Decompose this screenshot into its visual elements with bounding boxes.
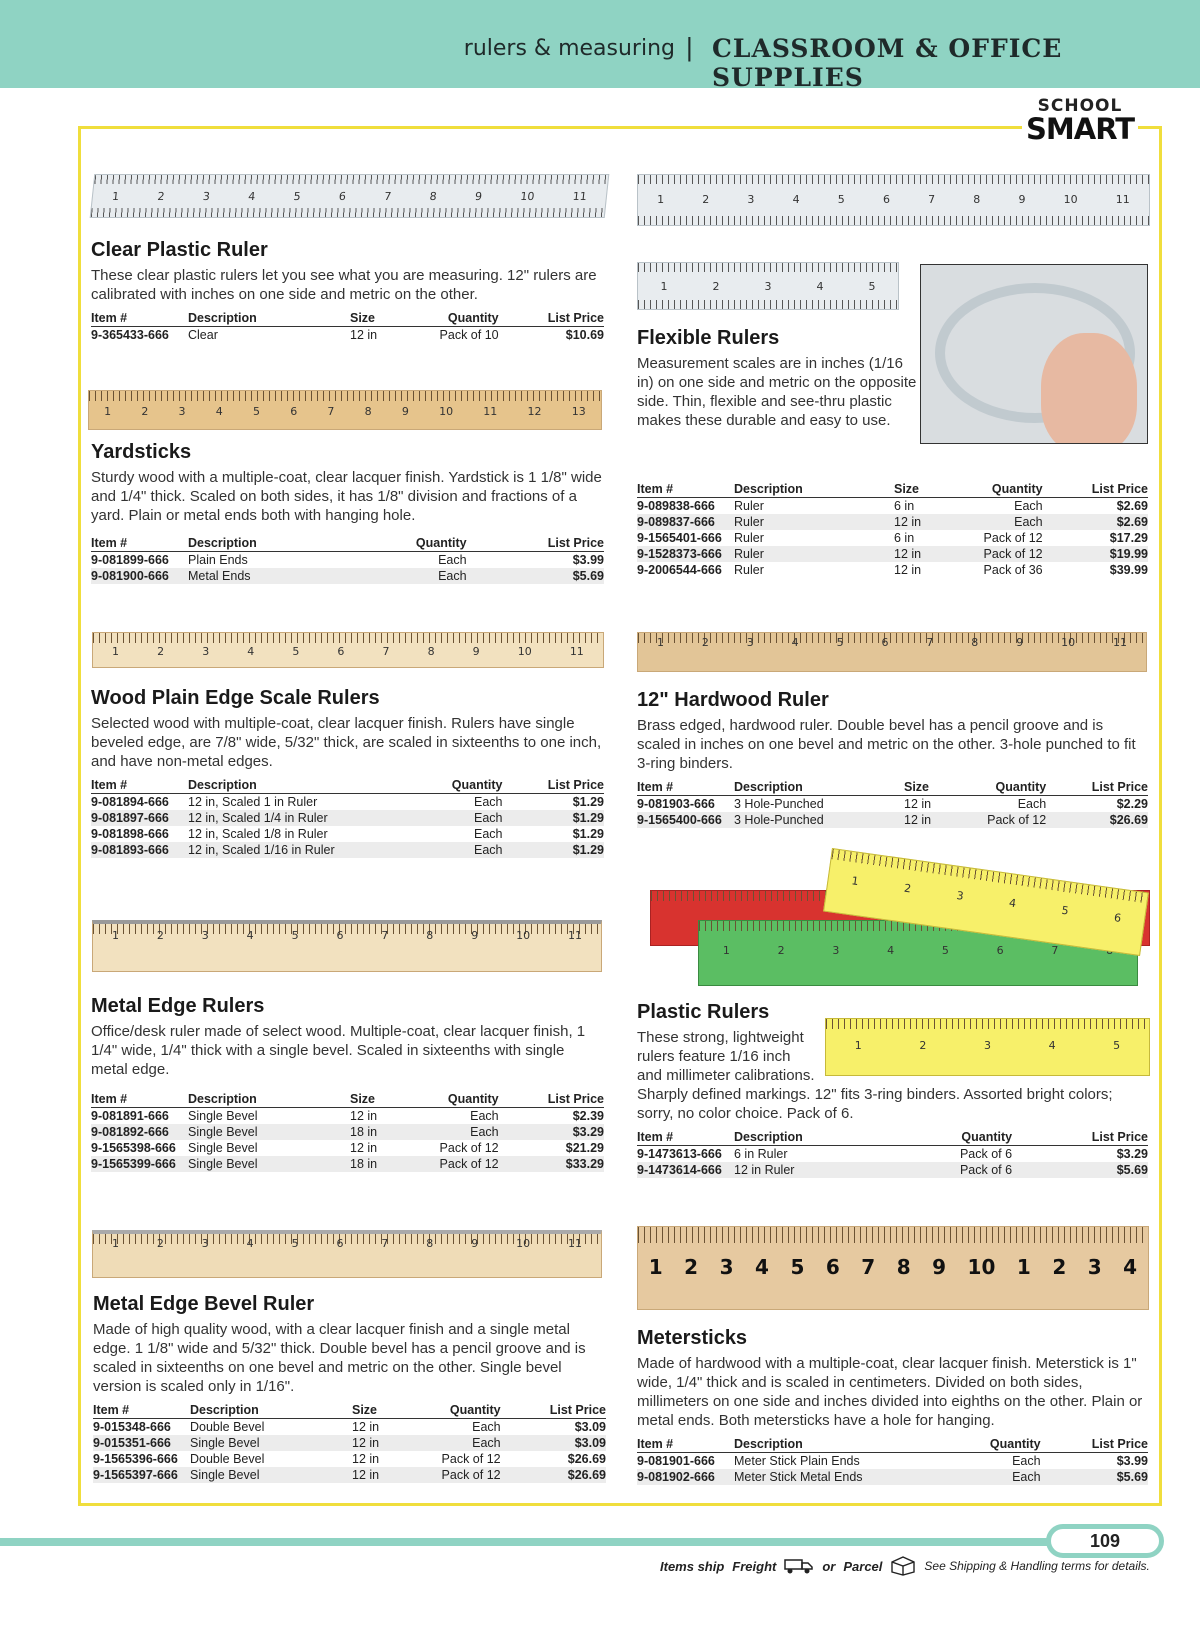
- table-row: [93, 1467, 606, 1483]
- item-price: $2.29: [1116, 797, 1148, 811]
- page-number: 109: [1046, 1524, 1164, 1558]
- hand-image: [1041, 333, 1137, 444]
- metal-bevel-ruler-image: 1 2 3 4 5 6 7 8 9 10 11: [92, 1230, 602, 1278]
- product-description: Measurement scales are in inches (1/16 in) on one side and metric on the opposite side. Thin, flexible and see-thru plastic makes these durable and easy to use.: [637, 355, 917, 429]
- shipping-note: [660, 1556, 1150, 1576]
- wood-plain-ruler-image: 1 2 3 4 5 6 7 8 9 10 11: [92, 632, 604, 668]
- item-price: $2.39: [572, 1109, 604, 1123]
- yellow-6in-ruler-image: 1 2 3 4 5: [825, 1018, 1150, 1076]
- table-row: [91, 1108, 604, 1125]
- col-quantity: Quantity: [394, 1091, 513, 1108]
- metal-bevel-section: [93, 1292, 606, 1483]
- item-price: $3.29: [1116, 1147, 1148, 1161]
- item-price: $3.09: [515, 1435, 606, 1451]
- col-description: Description: [188, 777, 416, 794]
- item-size: 6 in: [894, 499, 915, 513]
- product-title: Flexible Rulers: [637, 327, 780, 349]
- item-description: Double Bevel: [190, 1420, 265, 1434]
- item-price: $2.69: [1057, 514, 1148, 530]
- product-title: Clear Plastic Ruler: [91, 239, 268, 261]
- item-quantity: Pack of 12: [439, 1141, 499, 1155]
- col-item: Item #: [91, 1091, 188, 1108]
- item-description: Clear: [188, 328, 218, 342]
- shipping-terms-note: See Shipping & Handling terms for details.: [924, 1559, 1150, 1573]
- item-description: 12 in, Scaled 1/16 in Ruler: [188, 842, 416, 858]
- item-description: Ruler: [734, 563, 764, 577]
- item-size: 12 in: [904, 812, 946, 828]
- table-row: [91, 794, 604, 811]
- table-row: [91, 810, 604, 826]
- table-row: [91, 826, 604, 842]
- col-price: List Price: [515, 1402, 606, 1419]
- product-title: 12" Hardwood Ruler: [637, 689, 829, 711]
- item-description: Meter Stick Plain Ends: [734, 1454, 860, 1468]
- item-price: $5.69: [1026, 1162, 1148, 1178]
- table-row: [637, 1162, 1148, 1178]
- product-title: Wood Plain Edge Scale Rulers: [91, 687, 380, 709]
- item-price: $26.69: [1060, 812, 1148, 828]
- product-description: Selected wood with multiple-coat, clear lacquer finish. Rulers have single beveled edge, are 7/8" wide, 5/32" thick, are scaled in sixteenths to one inch, and have non-metal edges.: [91, 715, 602, 770]
- item-description: Single Bevel: [188, 1141, 258, 1155]
- col-price: List Price: [1026, 1129, 1148, 1146]
- item-size: 12 in: [894, 514, 938, 530]
- clear-plastic-section: [91, 238, 604, 343]
- item-price: $26.69: [515, 1467, 606, 1483]
- item-price: $3.09: [574, 1420, 606, 1434]
- item-quantity: Each: [472, 1420, 501, 1434]
- item-description: Ruler: [734, 499, 764, 513]
- metal-edge-section: [91, 994, 604, 1172]
- table-row: [637, 1146, 1148, 1163]
- table-row: [637, 498, 1148, 515]
- item-description: Plain Ends: [188, 553, 248, 567]
- item-quantity: Each: [470, 1109, 499, 1123]
- table-row: [91, 568, 604, 584]
- item-number: 9-1528373-666: [637, 546, 734, 562]
- col-description: Description: [734, 481, 894, 498]
- col-item: Item #: [91, 535, 188, 552]
- item-description: Single Bevel: [190, 1467, 352, 1483]
- item-price: $26.69: [567, 1452, 606, 1466]
- item-size: 12 in: [350, 328, 378, 342]
- item-quantity: Pack of 10: [439, 328, 499, 342]
- col-item: Item #: [637, 1436, 734, 1453]
- flexible-table: [637, 475, 1148, 578]
- item-quantity: Each: [947, 1469, 1054, 1485]
- col-description: Description: [734, 779, 904, 796]
- item-size: 12 in: [904, 797, 932, 811]
- item-price: $19.99: [1057, 546, 1148, 562]
- table-row: [637, 514, 1148, 530]
- product-description: These clear plastic rulers let you see what you are measuring. 12" rulers are calibrated with inches on one side and metric on the other.: [91, 267, 597, 303]
- item-price: $21.29: [565, 1141, 604, 1155]
- item-quantity: Each: [394, 1124, 513, 1140]
- product-title: Yardsticks: [91, 441, 192, 463]
- item-quantity: Pack of 12: [946, 812, 1060, 828]
- item-size: 12 in: [352, 1420, 380, 1434]
- flexible-section: [637, 326, 917, 430]
- item-quantity: Pack of 6: [959, 1147, 1013, 1161]
- item-number: 9-081894-666: [91, 795, 169, 809]
- col-description: Description: [188, 310, 350, 327]
- table-row: [91, 327, 604, 344]
- item-number: 9-1565396-666: [93, 1452, 178, 1466]
- item-description: Metal Ends: [188, 568, 339, 584]
- product-table: [91, 1091, 604, 1172]
- items-ship-label: Items ship: [660, 1558, 725, 1574]
- item-price: $39.99: [1109, 563, 1148, 577]
- item-description: 3 Hole-Punched: [734, 797, 824, 811]
- col-price: List Price: [513, 310, 604, 327]
- truck-icon: [784, 1557, 814, 1575]
- hardwood-section: [637, 688, 1148, 828]
- product-table: [637, 1129, 1148, 1178]
- col-description: Description: [188, 535, 339, 552]
- table-row: [93, 1435, 606, 1451]
- page-header: [0, 0, 1200, 92]
- item-description: 12 in, Scaled 1/4 in Ruler: [188, 810, 416, 826]
- product-title: Metersticks: [637, 1327, 748, 1349]
- item-price: $1.29: [517, 842, 605, 858]
- item-size: 12 in: [894, 546, 938, 562]
- col-price: List Price: [1060, 779, 1148, 796]
- item-quantity: Each: [416, 810, 517, 826]
- yellow-plastic-ruler-image: 1 2 3 4 5 6: [823, 848, 1149, 956]
- item-quantity: Pack of 12: [394, 1156, 513, 1172]
- item-number: 9-015348-666: [93, 1420, 171, 1434]
- product-table: [637, 481, 1148, 578]
- item-description: Ruler: [734, 546, 894, 562]
- meterstick-image: 1 2 3 4 5 6 7 8 9 10 1 2 3 4: [637, 1226, 1149, 1310]
- item-price: $10.69: [565, 328, 604, 342]
- product-description: Brass edged, hardwood ruler. Double bevel has a pencil groove and is scaled in inches on one bevel and metric on the other. 3-hole punched to fit 3-ring binders.: [637, 717, 1136, 772]
- product-description: Office/desk ruler made of select wood. Multiple-coat, clear lacquer finish, 1 1/4" wide, 1/4" thick with a single bevel. Scaled in sixteenths with single metal edge.: [91, 1023, 586, 1078]
- product-title: Plastic Rulers: [637, 1001, 770, 1023]
- product-description-extended: Sharply defined markings. 12" fits 3-ring binders. Assorted bright colors; sorry, no color choice. Pack of 6.: [637, 1086, 1113, 1122]
- col-quantity: Quantity: [938, 481, 1057, 498]
- item-description: Ruler: [734, 531, 764, 545]
- col-quantity: Quantity: [883, 1129, 1026, 1146]
- col-description: Description: [190, 1402, 352, 1419]
- item-quantity: Each: [438, 553, 467, 567]
- col-item: Item #: [637, 481, 734, 498]
- item-price: $33.29: [513, 1156, 604, 1172]
- item-price: $5.69: [481, 568, 604, 584]
- item-number: 9-081897-666: [91, 810, 188, 826]
- table-row: [91, 1124, 604, 1140]
- col-price: List Price: [513, 1091, 604, 1108]
- flexible-ruler-photo: [920, 264, 1148, 444]
- col-price: List Price: [481, 535, 604, 552]
- item-size: 18 in: [350, 1156, 394, 1172]
- yardstick-image: 1 2 3 4 5 6 7 8 9 10 11 12 13: [88, 390, 602, 430]
- logo-line-1: SCHOOL: [1037, 96, 1123, 116]
- item-quantity: Pack of 12: [983, 531, 1043, 545]
- category-title: CLASSROOM & OFFICE SUPPLIES: [712, 34, 1063, 92]
- item-number: 9-081903-666: [637, 797, 715, 811]
- table-row: [637, 530, 1148, 546]
- item-description: Single Bevel: [188, 1124, 350, 1140]
- item-description: Single Bevel: [190, 1435, 352, 1451]
- parcel-box-icon: [890, 1556, 916, 1576]
- item-quantity: Each: [396, 1435, 515, 1451]
- table-row: [91, 1140, 604, 1156]
- item-description: Ruler: [734, 514, 894, 530]
- hardwood-ruler-image: 1 2 3 4 5 6 7 8 9 10 11: [637, 632, 1147, 672]
- item-number: 9-1565397-666: [93, 1467, 190, 1483]
- wood-plain-section: [91, 686, 604, 858]
- item-number: 9-365433-666: [91, 328, 169, 342]
- table-row: [637, 812, 1148, 828]
- freight-label: Freight: [732, 1558, 777, 1574]
- table-row: [93, 1451, 606, 1467]
- item-number: 9-081901-666: [637, 1454, 715, 1468]
- item-quantity: Each: [1017, 797, 1047, 811]
- item-number: 9-1565398-666: [91, 1141, 176, 1155]
- item-number: 9-1565399-666: [91, 1156, 188, 1172]
- metal-edge-ruler-image: 1 2 3 4 5 6 7 8 9 10 11: [92, 920, 602, 972]
- col-quantity: Quantity: [396, 1402, 515, 1419]
- col-item: Item #: [91, 777, 188, 794]
- col-size: Size: [894, 481, 938, 498]
- item-description: 12 in, Scaled 1/8 in Ruler: [188, 827, 328, 841]
- item-size: 12 in: [894, 563, 922, 577]
- item-description: Double Bevel: [190, 1452, 265, 1466]
- product-description: Made of hardwood with a multiple-coat, clear lacquer finish. Meterstick is 1" wide, 1/4" thick and is scaled in centimeters. Divided on both sides, millimeters on one side and inches divided into eighths on the other. Plain or metal ends. Both metersticks have a hole for hanging.: [637, 1355, 1143, 1429]
- table-row: [91, 1156, 604, 1172]
- item-size: 12 in: [352, 1452, 380, 1466]
- parcel-label: Parcel: [843, 1558, 883, 1574]
- item-number: 9-081892-666: [91, 1124, 188, 1140]
- item-price: $3.29: [513, 1124, 604, 1140]
- item-number: 9-2006544-666: [637, 563, 722, 577]
- item-quantity: Pack of 12: [441, 1452, 501, 1466]
- item-size: 12 in: [352, 1467, 396, 1483]
- table-row: [637, 546, 1148, 562]
- item-quantity: Each: [474, 827, 503, 841]
- item-number: 9-089837-666: [637, 514, 734, 530]
- item-size: 12 in: [352, 1435, 396, 1451]
- item-size: 12 in: [350, 1109, 378, 1123]
- item-description: Meter Stick Metal Ends: [734, 1469, 947, 1485]
- col-price: List Price: [517, 777, 605, 794]
- item-number: 9-081900-666: [91, 568, 188, 584]
- plastic-details: [637, 1085, 1148, 1178]
- table-row: [637, 1453, 1148, 1470]
- product-table: [637, 779, 1148, 828]
- item-number: 9-015351-666: [93, 1435, 190, 1451]
- brand-logo: [1022, 98, 1138, 150]
- clear-ruler-image: 1 2 3 4 5 6 7 8 9 10 11: [90, 174, 610, 218]
- col-item: Item #: [93, 1402, 190, 1419]
- product-table: [91, 310, 604, 343]
- col-size: Size: [350, 1091, 394, 1108]
- item-price: $5.69: [1055, 1469, 1148, 1485]
- item-quantity: Each: [1014, 499, 1043, 513]
- green-plastic-ruler-image: 1 2 3 4 5 6 7: [698, 920, 1138, 986]
- product-title: Metal Edge Bevel Ruler: [93, 1293, 315, 1315]
- item-number: 9-081898-666: [91, 827, 169, 841]
- yardsticks-section: [91, 440, 604, 584]
- item-quantity: Each: [339, 568, 481, 584]
- product-table: [93, 1402, 606, 1483]
- item-price: $17.29: [1109, 531, 1148, 545]
- item-price: $1.29: [572, 827, 604, 841]
- item-price: $2.69: [1116, 499, 1148, 513]
- item-quantity: Each: [474, 795, 503, 809]
- col-item: Item #: [637, 1129, 734, 1146]
- item-price: $3.99: [572, 553, 604, 567]
- col-quantity: Quantity: [394, 310, 513, 327]
- table-row: [91, 552, 604, 569]
- col-size: Size: [352, 1402, 396, 1419]
- col-description: Description: [734, 1129, 883, 1146]
- item-description: Single Bevel: [188, 1156, 350, 1172]
- col-quantity: Quantity: [339, 535, 481, 552]
- item-number: 9-1473613-666: [637, 1147, 722, 1161]
- item-number: 9-081902-666: [637, 1469, 734, 1485]
- col-item: Item #: [91, 310, 188, 327]
- item-description: 12 in, Scaled 1 in Ruler: [188, 795, 318, 809]
- col-size: Size: [350, 310, 394, 327]
- item-quantity: Each: [1012, 1454, 1041, 1468]
- product-description: These strong, lightweight rulers feature 1/16 inch and millimeter calibrations.: [637, 1029, 815, 1084]
- col-description: Description: [734, 1436, 947, 1453]
- item-description: 3 Hole-Punched: [734, 812, 904, 828]
- item-quantity: Pack of 6: [883, 1162, 1026, 1178]
- col-price: List Price: [1055, 1436, 1148, 1453]
- product-table: [637, 1436, 1148, 1485]
- item-number: 9-081899-666: [91, 553, 169, 567]
- table-row: [637, 796, 1148, 813]
- table-row: [637, 1469, 1148, 1485]
- or-label: or: [822, 1558, 836, 1574]
- logo-line-2: SMART: [1026, 112, 1134, 146]
- item-size: 6 in: [894, 531, 915, 545]
- col-description: Description: [188, 1091, 350, 1108]
- item-quantity: Pack of 12: [396, 1467, 515, 1483]
- col-size: Size: [904, 779, 946, 796]
- product-description: Made of high quality wood, with a clear lacquer finish and a single metal edge. 1 1/8" wide and 5/32" thick. Double bevel has a pencil groove and is scaled in sixteenths on one bevel and metric on the other. Single bevel version is scaled only in 1/16".: [93, 1321, 586, 1395]
- flexible-6in-ruler-image: 1 2 3 4 5: [637, 262, 899, 310]
- item-number: 9-1565400-666: [637, 812, 734, 828]
- item-description: 6 in Ruler: [734, 1147, 788, 1161]
- item-quantity: Each: [416, 842, 517, 858]
- product-description: Sturdy wood with a multiple-coat, clear lacquer finish. Yardstick is 1 1/8" wide and 1/4" thick. Scaled on both sides, it has 1/8" division and fractions of a yard. Plain or metal ends both with hanging hole.: [91, 469, 602, 524]
- col-quantity: Quantity: [946, 779, 1060, 796]
- item-quantity: Each: [938, 514, 1057, 530]
- item-number: 9-1565401-666: [637, 531, 722, 545]
- footer-bar: [0, 1538, 1055, 1546]
- col-quantity: Quantity: [947, 1436, 1054, 1453]
- section-title: rulers & measuring: [463, 36, 675, 61]
- item-price: $3.99: [1116, 1454, 1148, 1468]
- col-price: List Price: [1057, 481, 1148, 498]
- item-price: $1.29: [517, 810, 605, 826]
- col-quantity: Quantity: [416, 777, 517, 794]
- item-size: 18 in: [350, 1124, 394, 1140]
- product-title: Metal Edge Rulers: [91, 995, 265, 1017]
- metersticks-section: [637, 1326, 1148, 1485]
- item-description: 12 in Ruler: [734, 1162, 883, 1178]
- table-row: [93, 1419, 606, 1436]
- item-price: $1.29: [572, 795, 604, 809]
- flexible-12in-ruler-image: 1 2 3 4 5 6 7 8 9 10 11: [637, 174, 1150, 226]
- product-table: [91, 535, 604, 584]
- table-row: [637, 562, 1148, 578]
- item-quantity: Pack of 36: [983, 563, 1043, 577]
- item-number: 9-081891-666: [91, 1109, 169, 1123]
- plastic-section: [637, 1000, 817, 1085]
- item-number: 9-081893-666: [91, 842, 188, 858]
- item-size: 12 in: [350, 1141, 378, 1155]
- item-number: 9-089838-666: [637, 499, 715, 513]
- item-number: 9-1473614-666: [637, 1162, 734, 1178]
- col-item: Item #: [637, 779, 734, 796]
- item-quantity: Pack of 12: [938, 546, 1057, 562]
- item-description: Single Bevel: [188, 1109, 258, 1123]
- product-table: [91, 777, 604, 858]
- table-row: [91, 842, 604, 858]
- header-separator: |: [686, 32, 693, 62]
